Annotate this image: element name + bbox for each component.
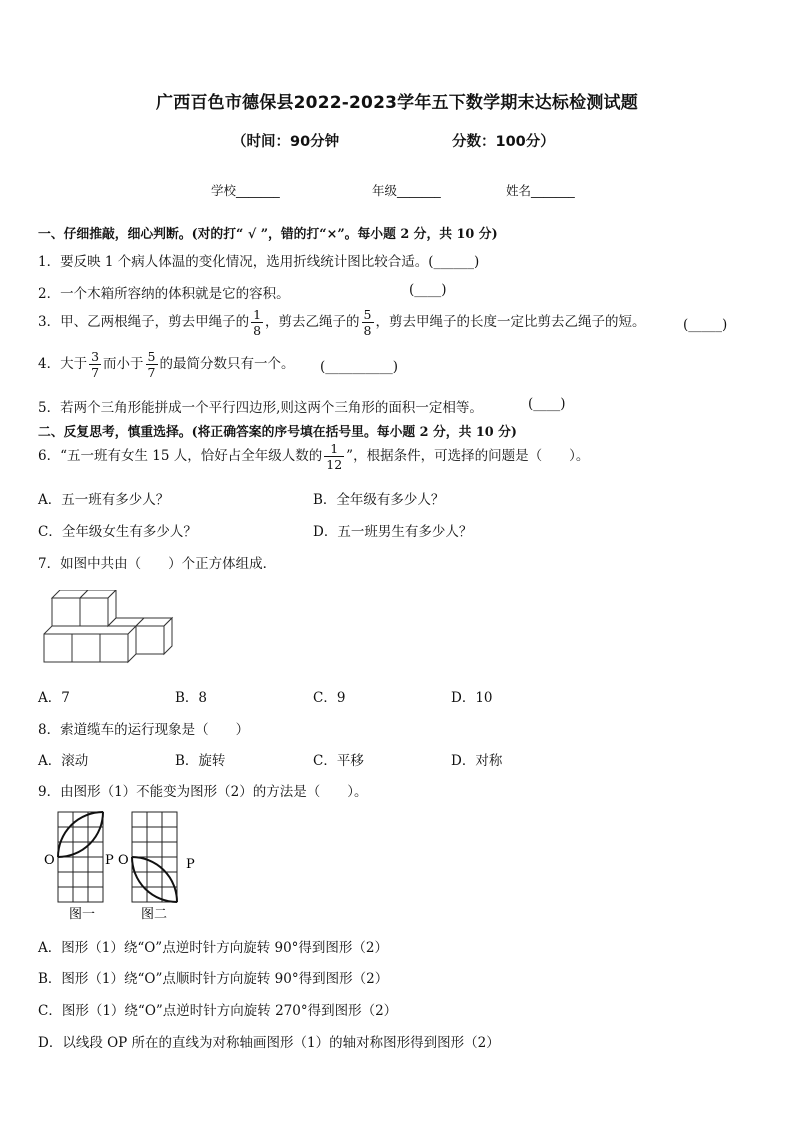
- question-2: 2．一个木箱所容纳的体积就是它的容积。: [38, 286, 290, 302]
- rotation-figure: [40, 808, 210, 924]
- grade-field: 年级_______: [372, 183, 441, 198]
- label-p-1: P: [105, 853, 114, 868]
- q7-option-d: D．10: [451, 690, 493, 706]
- fraction: $\frac{1}{8}$: [253, 307, 262, 338]
- question-3-text-a: 3．甲、乙两根绳子，剪去甲绳子的: [38, 314, 250, 330]
- label-o-1: O: [44, 853, 55, 868]
- fraction: $\frac{5}{7}$: [147, 349, 156, 380]
- question-5: 5．若两个三角形能拼成一个平行四边形,则这两个三角形的面积一定相等。: [38, 400, 483, 416]
- q6-option-b: B．全年级有多少人？: [313, 492, 445, 508]
- label-p-2: P: [186, 857, 195, 872]
- fraction: $\frac{3}{7}$: [91, 349, 100, 380]
- figure-1-label: 图一: [69, 907, 96, 922]
- question-1: 1．要反映 1 个病人体温的变化情况，选用折线统计图比较合适。(______): [38, 254, 480, 270]
- question-7: 7．如图中共由（ ）个正方体组成．: [38, 556, 277, 572]
- section1-heading: 一、仔细推敲，细心判断。(对的打“ √ ”，错的打“×”。每小题 2 分，共 10 分): [38, 227, 498, 242]
- school-field: 学校_______: [211, 183, 280, 198]
- question-3-blank: (_____): [683, 317, 728, 333]
- q9-option-c: C．图形（1）绕“O”点逆时针方向旋转 270°得到图形（2）: [38, 1003, 398, 1019]
- q6-option-a: A．五一班有多少人？: [38, 492, 170, 508]
- question-3: [38, 307, 646, 338]
- question-4-text-a: 4．大于: [38, 356, 88, 372]
- q7-option-b: B．8: [175, 690, 208, 706]
- question-6: [38, 441, 589, 472]
- question-4-blank: (__________): [320, 359, 399, 375]
- q8-option-c: C．平移: [313, 753, 364, 769]
- question-4: [38, 349, 295, 380]
- name-field: 姓名_______: [506, 183, 575, 198]
- q9-option-d: D．以线段 OP 所在的直线为对称轴画图形（1）的轴对称图形得到图形（2）: [38, 1035, 500, 1051]
- section2-heading: 二、反复思考，慎重选择。(将正确答案的序号填在括号里。每小题 2 分，共 10 分): [38, 425, 517, 440]
- q7-option-a: A．7: [38, 690, 70, 706]
- page-title: 广西百色市德保县2022-2023学年五下数学期末达标检测试题: [156, 93, 638, 113]
- q7-option-c: C．9: [313, 690, 346, 706]
- question-2-blank: (____): [409, 282, 447, 298]
- question-6-text-a: 6．“五一班有女生 15 人，恰好占全年级人数的: [38, 448, 323, 464]
- fraction: $\frac{5}{8}$: [363, 307, 372, 338]
- question-3-text-b: ，剪去乙绳子的: [265, 314, 360, 330]
- question-6-text-b: ”，根据条件，可选择的问题是（ ）。: [346, 448, 590, 464]
- question-5-blank: (____): [528, 396, 566, 412]
- label-o-2: O: [118, 853, 129, 868]
- question-4-text-b: 而小于: [103, 356, 144, 372]
- question-3-text-c: ，剪去甲绳子的长度一定比剪去乙绳子的短。: [375, 314, 646, 330]
- q8-option-a: A．滚动: [38, 753, 89, 769]
- question-4-text-c: 的最简分数只有一个。: [159, 356, 295, 372]
- question-8: 8．索道缆车的运行现象是（ ）: [38, 722, 250, 738]
- score-label: 分数：100分）: [452, 134, 555, 150]
- time-label: （时间：90分钟: [232, 134, 340, 150]
- fraction: $\frac{1}{12}$: [326, 441, 343, 472]
- cube-figure: [42, 590, 182, 666]
- q9-option-b: B．图形（1）绕“O”点顺时针方向旋转 90°得到图形（2）: [38, 971, 389, 987]
- question-9: 9．由图形（1）不能变为图形（2）的方法是（ ）。: [38, 784, 368, 800]
- q9-option-a: A．图形（1）绕“O”点逆时针方向旋转 90°得到图形（2）: [38, 940, 389, 956]
- q8-option-b: B．旋转: [175, 753, 226, 769]
- q6-option-d: D．五一班男生有多少人？: [313, 524, 473, 540]
- q6-option-c: C．全年级女生有多少人？: [38, 524, 197, 540]
- q8-option-d: D．对称: [451, 753, 503, 769]
- figure-2-label: 图二: [141, 907, 168, 922]
